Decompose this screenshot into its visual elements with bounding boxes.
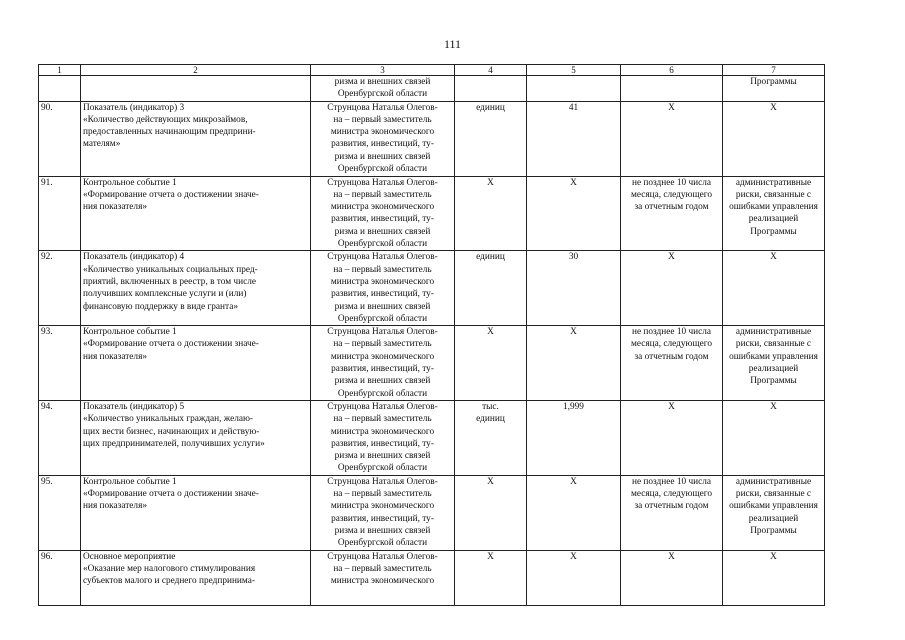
cell-text-line: Контрольное событие 1 bbox=[83, 327, 177, 338]
responsible-cell bbox=[311, 550, 455, 605]
deadline-cell bbox=[621, 475, 723, 550]
cell-text-line: не позднее 10 числа bbox=[631, 177, 711, 188]
row-number-cell: 94. bbox=[39, 400, 81, 475]
cell-text-line: Х bbox=[570, 551, 577, 562]
responsible-cell bbox=[311, 251, 455, 326]
page-number: 111 bbox=[443, 37, 462, 51]
column-number-cell: 7 bbox=[723, 65, 825, 76]
cell-text-line: Х bbox=[487, 177, 494, 188]
row-number-cell: 95. bbox=[39, 475, 81, 550]
cell-text-line: ризма и внешних связей bbox=[334, 226, 431, 237]
cell-text-line: Х bbox=[668, 551, 675, 562]
deadline-cell bbox=[621, 550, 723, 605]
responsible-cell bbox=[311, 326, 455, 401]
value-cell bbox=[527, 101, 621, 176]
cell-text-line: реализацией bbox=[748, 364, 799, 375]
cell-text-line: ния показателя» bbox=[83, 501, 147, 512]
cell-text-line: административные bbox=[735, 476, 812, 487]
cell-text-line: на – первый заместитель bbox=[333, 414, 432, 425]
indicator-cell bbox=[81, 400, 311, 475]
deadline-cell bbox=[621, 400, 723, 475]
cell-text-line: Х bbox=[487, 327, 494, 338]
cell-text-line: месяца, следующего bbox=[630, 489, 712, 500]
indicator-cell bbox=[81, 76, 311, 102]
table-row bbox=[39, 400, 825, 475]
cell-text-line: министра экономического bbox=[330, 276, 435, 287]
risk-cell bbox=[723, 326, 825, 401]
table-row bbox=[39, 176, 825, 251]
cell-text-line: субъектов малого и среднего предпринима- bbox=[83, 576, 255, 587]
column-number-cell: 3 bbox=[311, 65, 455, 76]
value-cell bbox=[527, 550, 621, 605]
cell-text-line: административные bbox=[735, 327, 812, 338]
cell-text-line: Основное мероприятие bbox=[83, 551, 176, 562]
unit-cell bbox=[455, 550, 527, 605]
cell-text-line: Х bbox=[770, 252, 777, 263]
value-cell bbox=[527, 176, 621, 251]
cell-text-line: на – первый заместитель bbox=[333, 563, 432, 574]
cell-text-line: Показатель (индикатор) 4 bbox=[83, 252, 185, 263]
cell-text-line: Оренбургской области bbox=[337, 388, 428, 399]
cell-text-line: за отчетным годом bbox=[634, 501, 709, 512]
responsible-cell bbox=[311, 176, 455, 251]
indicator-cell bbox=[81, 176, 311, 251]
cell-text-line: ошибками управления bbox=[729, 202, 818, 213]
cell-text-line: «Формирование отчета о достижении значе- bbox=[83, 489, 259, 500]
table-row bbox=[39, 251, 825, 326]
responsible-cell bbox=[311, 475, 455, 550]
cell-text-line: «Количество уникальных социальных пред- bbox=[83, 264, 258, 275]
cell-text-line: ризма и внешних связей bbox=[334, 525, 431, 536]
cell-text-line: Струнцова Наталья Олегов- bbox=[327, 476, 438, 487]
indicator-cell bbox=[81, 251, 311, 326]
table-row bbox=[39, 101, 825, 176]
row-number-cell: 92. bbox=[39, 251, 81, 326]
cell-text-line: мателям» bbox=[83, 139, 121, 150]
cell-text-line: месяца, следующего bbox=[630, 339, 712, 350]
risk-cell bbox=[723, 550, 825, 605]
cell-text-line: Струнцова Наталья Олегов- bbox=[327, 177, 438, 188]
row-number-cell bbox=[39, 76, 81, 102]
cell-text-line: не позднее 10 числа bbox=[631, 476, 711, 487]
cell-text-line: «Количество уникальных граждан, желаю- bbox=[83, 414, 254, 425]
unit-cell bbox=[455, 326, 527, 401]
column-number-cell: 2 bbox=[81, 65, 311, 76]
unit-cell bbox=[455, 76, 527, 102]
cell-text-line: реализацией bbox=[748, 214, 799, 225]
cell-text-line: на – первый заместитель bbox=[333, 489, 432, 500]
column-number-cell: 6 bbox=[621, 65, 723, 76]
cell-text-line: на – первый заместитель bbox=[333, 264, 432, 275]
cell-text-line: министра экономического bbox=[330, 576, 435, 587]
cell-text-line: Х bbox=[770, 551, 777, 562]
cell-text-line: Оренбургской области bbox=[337, 239, 428, 250]
cell-text-line: Струнцова Наталья Олегов- bbox=[327, 102, 438, 113]
indicator-cell bbox=[81, 550, 311, 605]
cell-text-line: ризма и внешних связей bbox=[334, 77, 431, 87]
cell-text-line: предоставленных начинающим предприни- bbox=[83, 127, 256, 138]
cell-text-line: Программы bbox=[750, 525, 797, 536]
unit-cell bbox=[455, 475, 527, 550]
risk-cell bbox=[723, 251, 825, 326]
cell-text-line: развития, инвестиций, ту- bbox=[331, 139, 434, 150]
cell-text-line: «Количество действующих микрозаймов, bbox=[83, 114, 248, 125]
program-table bbox=[38, 64, 825, 606]
cell-text-line: 41 bbox=[568, 102, 579, 113]
table-row bbox=[39, 550, 825, 605]
cell-text-line: на – первый заместитель bbox=[333, 339, 432, 350]
cell-text-line: на – первый заместитель bbox=[333, 189, 432, 200]
cell-text-line: тыс. bbox=[482, 401, 499, 412]
cell-text-line: развития, инвестиций, ту- bbox=[331, 289, 434, 300]
cell-text-line: Оренбургской области bbox=[337, 313, 428, 324]
cell-text-line: развития, инвестиций, ту- bbox=[331, 438, 434, 449]
cell-text-line: Х bbox=[570, 177, 577, 188]
cell-text-line: Оренбургской области bbox=[337, 89, 428, 100]
unit-cell bbox=[455, 251, 527, 326]
cell-text-line: Х bbox=[668, 102, 675, 113]
cell-text-line: ризма и внешних связей bbox=[334, 151, 431, 162]
cell-text-line: развития, инвестиций, ту- bbox=[331, 513, 434, 524]
indicator-cell bbox=[81, 475, 311, 550]
risk-cell bbox=[723, 76, 825, 102]
cell-text-line: риски, связанные с bbox=[735, 489, 812, 500]
cell-text-line: Струнцова Наталья Олегов- bbox=[327, 327, 438, 338]
cell-text-line: Х bbox=[770, 401, 777, 412]
cell-text-line: Показатель (индикатор) 3 bbox=[83, 102, 185, 113]
cell-text-line: Х bbox=[487, 476, 494, 487]
cell-text-line: министра экономического bbox=[330, 426, 435, 437]
cell-text-line: на – первый заместитель bbox=[333, 114, 432, 125]
cell-text-line: ния показателя» bbox=[83, 351, 147, 362]
row-number-cell: 90. bbox=[39, 101, 81, 176]
table-row bbox=[39, 76, 825, 102]
responsible-cell bbox=[311, 101, 455, 176]
responsible-cell bbox=[311, 76, 455, 102]
cell-text-line: реализацией bbox=[748, 513, 799, 524]
value-cell bbox=[527, 326, 621, 401]
column-number-cell: 5 bbox=[527, 65, 621, 76]
cell-text-line: 1,999 bbox=[563, 401, 584, 412]
indicator-cell bbox=[81, 101, 311, 176]
cell-text-line: Х bbox=[770, 102, 777, 113]
cell-text-line: Струнцова Наталья Олегов- bbox=[327, 401, 438, 412]
unit-cell bbox=[455, 101, 527, 176]
cell-text-line: ошибками управления bbox=[729, 351, 818, 362]
cell-text-line: месяца, следующего bbox=[630, 189, 712, 200]
table-row bbox=[39, 326, 825, 401]
cell-text-line: Струнцова Наталья Олегов- bbox=[327, 551, 438, 562]
cell-text-line: финансовую поддержку в виде гранта» bbox=[83, 301, 238, 312]
risk-cell bbox=[723, 475, 825, 550]
cell-text-line: единиц bbox=[476, 414, 505, 425]
cell-text-line: щих вести бизнес, начинающих и действую- bbox=[83, 426, 260, 437]
row-number-cell: 93. bbox=[39, 326, 81, 401]
unit-cell bbox=[455, 400, 527, 475]
column-number-cell: 4 bbox=[455, 65, 527, 76]
risk-cell bbox=[723, 400, 825, 475]
cell-text-line: Программы bbox=[750, 226, 797, 237]
column-number-row bbox=[39, 65, 825, 76]
cell-text-line: «Формирование отчета о достижении значе- bbox=[83, 339, 259, 350]
cell-text-line: ризма и внешних связей bbox=[334, 301, 431, 312]
cell-text-line: за отчетным годом bbox=[634, 351, 709, 362]
cell-text-line: ризма и внешних связей bbox=[334, 451, 431, 462]
cell-text-line: административные bbox=[735, 177, 812, 188]
indicator-cell bbox=[81, 326, 311, 401]
deadline-cell bbox=[621, 251, 723, 326]
cell-text-line: единиц bbox=[476, 102, 505, 113]
cell-text-line: риски, связанные с bbox=[735, 339, 812, 350]
cell-text-line: развития, инвестиций, ту- bbox=[331, 364, 434, 375]
cell-text-line: ризма и внешних связей bbox=[334, 376, 431, 387]
cell-text-line: щих предпринимателей, получивших услуги» bbox=[83, 438, 265, 449]
cell-text-line: ошибками управления bbox=[729, 501, 818, 512]
row-number-cell: 91. bbox=[39, 176, 81, 251]
row-number-cell: 96. bbox=[39, 550, 81, 605]
cell-text-line: Оренбургской области bbox=[337, 538, 428, 549]
cell-text-line: 30 bbox=[568, 252, 579, 263]
value-cell bbox=[527, 475, 621, 550]
cell-text-line: Х bbox=[487, 551, 494, 562]
deadline-cell bbox=[621, 101, 723, 176]
deadline-cell bbox=[621, 76, 723, 102]
value-cell bbox=[527, 400, 621, 475]
deadline-cell bbox=[621, 176, 723, 251]
cell-text-line: риски, связанные с bbox=[735, 189, 812, 200]
cell-text-line: единиц bbox=[476, 252, 505, 263]
cell-text-line: приятий, включенных в реестр, в том числе bbox=[83, 276, 256, 287]
cell-text-line: Струнцова Наталья Олегов- bbox=[327, 252, 438, 263]
cell-text-line: не позднее 10 числа bbox=[631, 327, 711, 338]
value-cell bbox=[527, 251, 621, 326]
deadline-cell bbox=[621, 326, 723, 401]
cell-text-line: «Оказание мер налогового стимулирования bbox=[83, 563, 256, 574]
unit-cell bbox=[455, 176, 527, 251]
cell-text-line: Х bbox=[668, 252, 675, 263]
cell-text-line: Программы bbox=[750, 77, 797, 87]
risk-cell bbox=[723, 101, 825, 176]
cell-text-line: развития, инвестиций, ту- bbox=[331, 214, 434, 225]
cell-text-line: Контрольное событие 1 bbox=[83, 177, 177, 188]
cell-text-line: Х bbox=[570, 327, 577, 338]
cell-text-line: министра экономического bbox=[330, 351, 435, 362]
column-number-cell: 1 bbox=[39, 65, 81, 76]
table-row bbox=[39, 475, 825, 550]
cell-text-line: получивших комплексные услуги и (или) bbox=[83, 289, 247, 300]
cell-text-line: министра экономического bbox=[330, 202, 435, 213]
cell-text-line: ния показателя» bbox=[83, 202, 147, 213]
cell-text-line: Оренбургской области bbox=[337, 463, 428, 474]
responsible-cell bbox=[311, 400, 455, 475]
value-cell bbox=[527, 76, 621, 102]
cell-text-line: Оренбургской области bbox=[337, 164, 428, 175]
risk-cell bbox=[723, 176, 825, 251]
cell-text-line: министра экономического bbox=[330, 501, 435, 512]
cell-text-line: Х bbox=[668, 401, 675, 412]
cell-text-line: Показатель (индикатор) 5 bbox=[83, 401, 185, 412]
cell-text-line: за отчетным годом bbox=[634, 202, 709, 213]
cell-text-line: министра экономического bbox=[330, 127, 435, 138]
cell-text-line: Х bbox=[570, 476, 577, 487]
cell-text-line: «Формирование отчета о достижении значе- bbox=[83, 189, 259, 200]
cell-text-line: Программы bbox=[750, 376, 797, 387]
cell-text-line: Контрольное событие 1 bbox=[83, 476, 177, 487]
